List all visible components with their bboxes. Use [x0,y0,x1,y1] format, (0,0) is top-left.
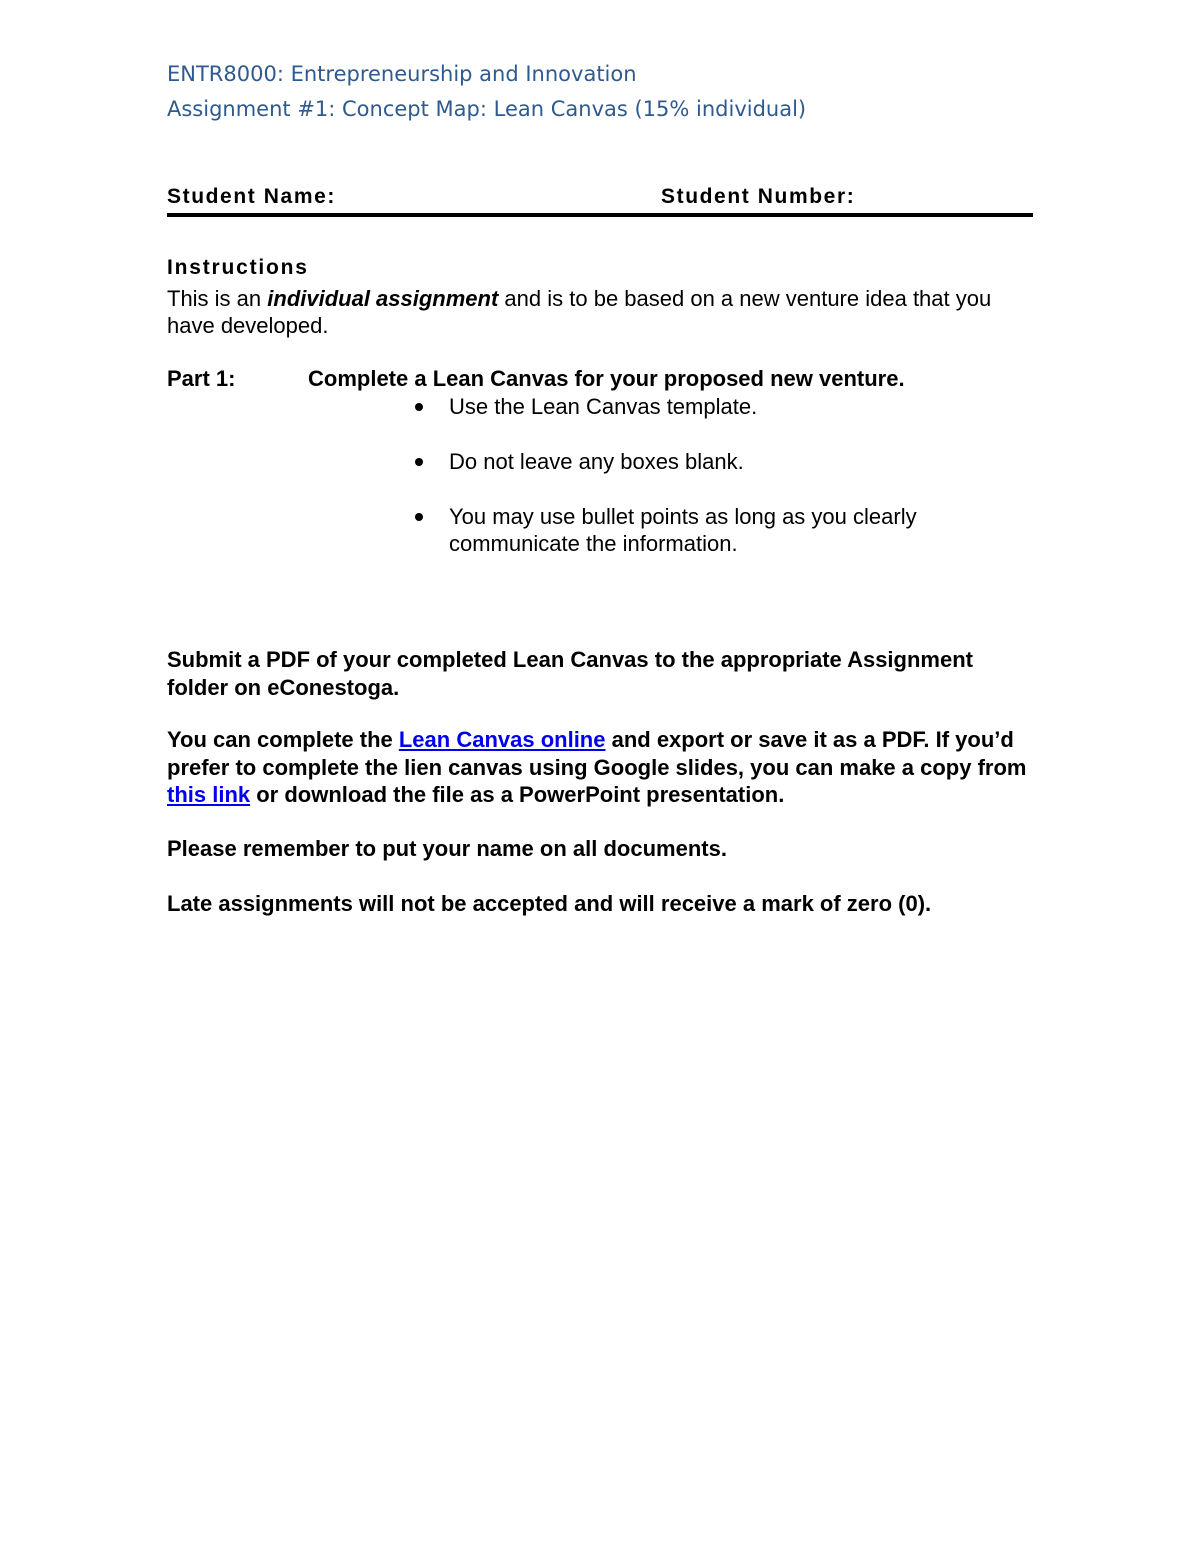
part-1-title: Complete a Lean Canvas for your proposed new venture. [308,366,905,391]
student-number-label: Student Number: [661,185,856,208]
part-1-bullet-list [410,393,1010,585]
part-1-label: Part 1: [167,366,236,391]
online-text-3: or download the file as a PowerPoint presentation. [250,782,785,807]
list-item [410,503,1010,557]
bullet-icon [415,458,423,466]
student-info-row [167,185,1033,219]
online-text-1: You can complete the [167,727,399,752]
assignment-title: Assignment #1: Concept Map: Lean Canvas (15% individual) [167,97,807,121]
submit-instructions: Submit a PDF of your completed Lean Canvas to the appropriate Assignment folder on eConestoga. [167,647,973,700]
list-item [410,393,1010,420]
bullet-text: Do not leave any boxes blank. [449,449,744,474]
individual-assignment-emphasis: individual assignment [267,286,499,311]
horizontal-rule [167,213,1033,217]
online-text-2: and export or save it as a PDF. If you’d prefer to complete the lien canvas using Google slides, you can make a copy from [167,727,1027,780]
instructions-text-after: and is to be based on a new venture idea that you have developed. [167,286,992,338]
student-name-label: Student Name: [167,185,336,208]
late-policy-text: Late assignments will not be accepted and will receive a mark of zero (0). [167,891,932,916]
course-title: ENTR8000: Entrepreneurship and Innovation [167,62,637,86]
bullet-icon [415,513,423,521]
instructions-heading: Instructions [167,256,309,279]
instructions-text [167,285,1027,339]
online-instructions [167,726,1037,809]
bullet-icon [415,403,423,411]
bullet-text: You may use bullet points as long as you clearly communicate the information. [449,504,917,556]
instructions-text-before: This is an [167,286,268,311]
list-item [410,448,1010,475]
this-link-link[interactable]: this link [167,782,251,807]
reminder-text: Please remember to put your name on all documents. [167,836,727,861]
bullet-text: Use the Lean Canvas template. [449,394,758,419]
lean-canvas-online-link[interactable]: Lean Canvas online [398,727,606,752]
